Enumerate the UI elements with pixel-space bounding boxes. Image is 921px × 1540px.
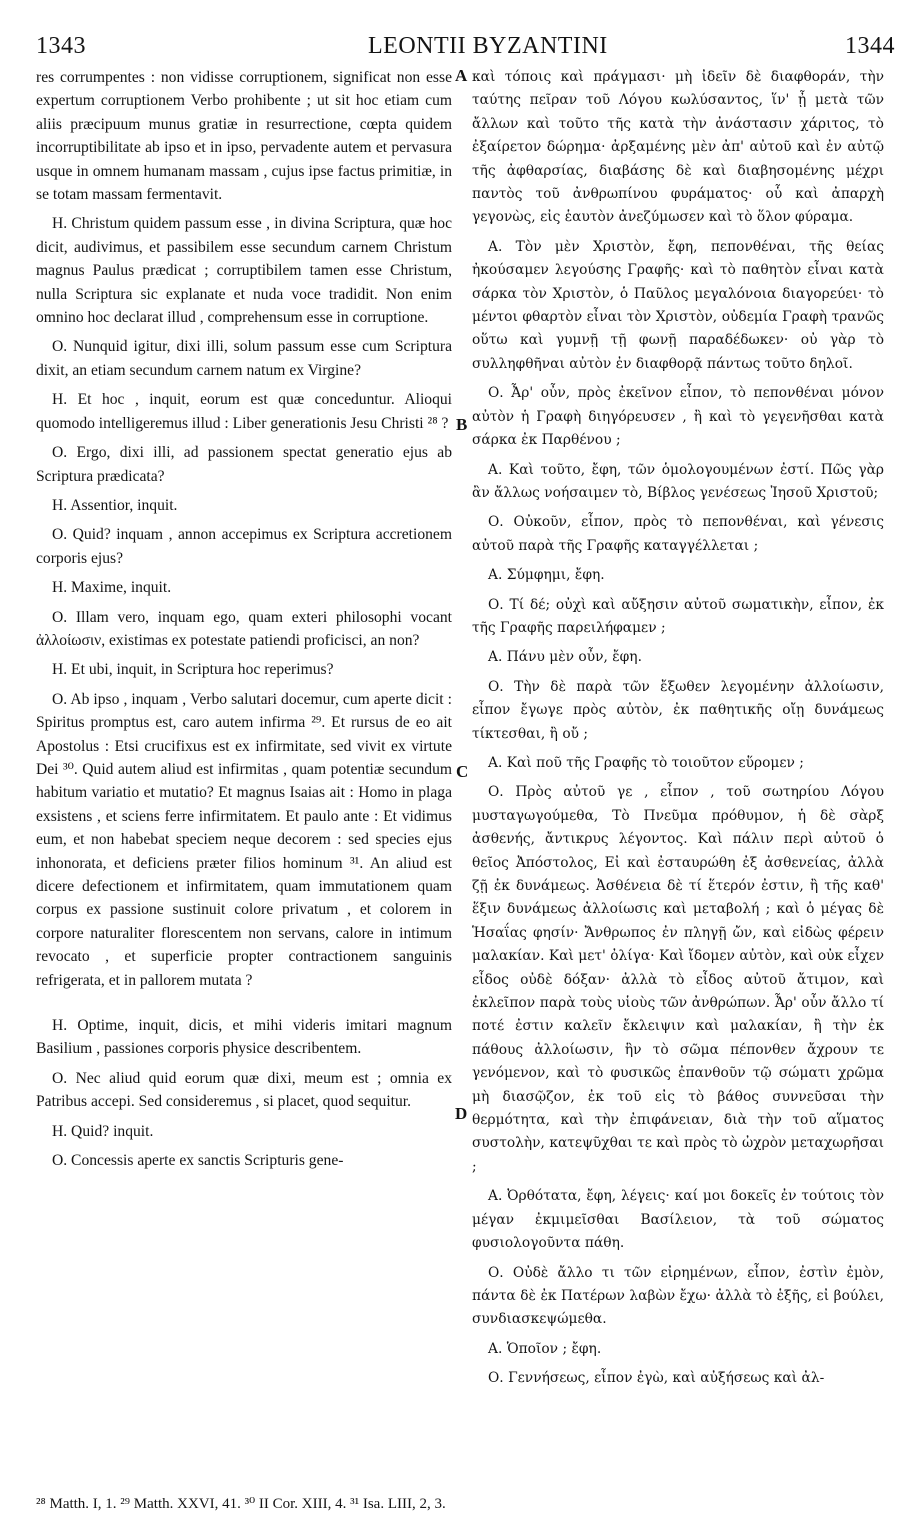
greek-paragraph: Ο. Τὴν δὲ παρὰ τῶν ἔξωθεν λεγομένην ἀλλοίωσιν, εἶπον ἔγωγε πρὸς αὐτὸν, ἐκ παθητικῆς οἴῃ δυνάμεως τίκτεσθαι, ἢ οὔ ; <box>472 678 884 742</box>
greek-paragraph: Ο. Γεννήσεως, εἶπον ἐγὼ, καὶ αὐξήσεως καὶ ἀλ- <box>488 1370 825 1387</box>
latin-paragraph: H. Et ubi, inquit, in Scriptura hoc reperimus? <box>52 661 334 679</box>
section-marker-d: D <box>455 1104 468 1123</box>
greek-paragraph: Ο. Ἆρ' οὖν, πρὸς ἐκεῖνον εἶπον, τὸ πεπονθέναι μόνον αὐτὸν ἡ Γραφὴ διηγόρευσεν , ἢ καὶ τὸ γεγενῆσθαι κατὰ σάρκα ἐκ Παρθένου ; <box>472 385 884 449</box>
latin-column <box>36 66 452 1178</box>
greek-paragraph: Ο. Οὐδὲ ἄλλο τι τῶν εἰρημένων, εἶπον, ἐστὶν ἐμὸν, πάντα δὲ ἐκ Πατέρων λαβὼν ἔχω· ἀλλὰ τὸ ἑξῆς, εἰ βούλει, συνδιασκεψώμεθα. <box>472 1264 884 1328</box>
greek-paragraph: Α. Ὁποῖον ; ἔφη. <box>488 1340 602 1357</box>
latin-paragraph: O. Quid? inquam , annon accepimus ex Scriptura accretionem corporis ejus? <box>36 526 452 567</box>
greek-paragraph: Ο. Οὐκοῦν, εἶπον, πρὸς τὸ πεπονθέναι, καὶ γένεσις αὐτοῦ παρὰ τῆς Γραφῆς καταγγέλλεται ; <box>472 514 884 554</box>
latin-paragraph: O. Nec aliud quid eorum quæ dixi, meum est ; omnia ex Patribus accepi. Sed consideremus , si placet, quod sequitur. <box>36 1069 452 1111</box>
latin-paragraph: O. Ab ipso , inquam , Verbo salutari docemur, cum aperte dicit : Spiritus promptus est, caro autem infirma ²⁹. Et rursus de eo ait Apostolus : Etsi crucifixus est ex infirmitate, sed vivit ex virtute Dei ³⁰. Quid autem aliud est infirmitas , quam potentiæ secundum habitum variatio et mutatio? Et magnus Isaias ait : Homo in plaga exsistens , et sciens ferre infirmitatem. Et paulo ante : Et vidimus eum, et non habebat speciem neque decorem : sed species ejus inhonorata, et deficiens præter filios hominum ³¹. An aliud est dicere defectionem et infirmitatem, quam immutationem quam corpus ex passione sustinuit colore privatum , et colorem in corpore naturaliter florescentem non servans, calore in intimum revocato , et superficie propter contractionem sanguinis refrigerata, et in pallorem mutata ? <box>36 690 452 989</box>
latin-paragraph: H. Et hoc , inquit, eorum est quæ conceduntur. Alioqui quomodo intelligeremus illud : Liber generationis Jesu Christi ²⁸ ? <box>36 391 452 432</box>
latin-paragraph: H. Maxime, inquit. <box>52 579 172 597</box>
greek-paragraph: Ο. Πρὸς αὐτοῦ γε , εἶπον , τοῦ σωτηρίου Λόγου μυσταγωγούμεθα, Τὸ Πνεῦμα πρόθυμον, ἡ δὲ σὰρξ ἀσθενής, ἄντικρυς λέγοντος. Καὶ πάλιν περὶ αὐτοῦ ὁ θεῖος Ἀπόστολος, Εἰ καὶ ἐσταυρώθη ἐξ ἀσθενείας, ἀλλὰ ζῇ ἐκ δυνάμεως. Ἀσθένεια δὲ τί ἕτερόν ἐστιν, ἢ τῆς καθ' ἕξιν δυνάμεως ἀλλοίωσις καὶ μεταβολή ; καὶ ὁ μέγας δὲ Ἡσαΐας φησίν· Ἄνθρωπος ἐν πληγῇ ὤν, καὶ εἰδὼς φέρειν μαλακίαν. Καὶ μετ' ὀλίγα· Καὶ ἴδομεν αὐτὸν, καὶ οὐκ εἶχεν εἶδος οὐδὲ δόξαν· ἀλλὰ τὸ εἶδος αὐτοῦ ἄτιμον, καὶ ἐκλεῖπον παρὰ τοὺς υἱοὺς τῶν ἀνθρώπων. Ἆρ' οὖν ἄλλο τί ποτέ ἐστιν καλεῖν ἔκλειψιν καὶ μαλακίαν, ἢ τὴν ἐκ πάθους ἀλλοίωσιν, ἣν τὸ σῶμα πέπονθεν ἄχρουν τε γενόμενον, καὶ τὸ φυσικῶς ἐπανθοῦν τῷ σώματι χρῶμα μὴ διασῷζον, ἐκ τοῦ εἰς τὸ βάθος συννεῦσαι τὴν θερμότητα, καὶ τὴν ἐπιφάνειαν, διὰ τὴν τοῦ αἵματος συστολὴν, κατεψῦχθαι τε καὶ πρὸς τὸ ὠχρὸν μεταχωρῆσαι ; <box>472 784 885 1175</box>
section-marker-c: C <box>456 762 469 781</box>
latin-paragraph: O. Nunquid igitur, dixi illi, solum passum esse cum Scriptura dixit, an etiam secundum carnem natum ex Virgine? <box>36 338 452 379</box>
greek-paragraph: Α. Καὶ ποῦ τῆς Γραφῆς τὸ τοιοῦτον εὕρομεν ; <box>488 754 804 771</box>
footnotes: ²⁸ Matth. I, 1. ²⁹ Matth. XXVI, 41. ³⁰ II Cor. XIII, 4. ³¹ Isa. LIII, 2, 3. <box>36 1496 446 1512</box>
greek-column <box>472 66 884 1397</box>
latin-paragraph: O. Concessis aperte ex sanctis Scripturis gene- <box>52 1152 344 1170</box>
latin-paragraph: O. Ergo, dixi illi, ad passionem spectat generatio ejus ab Scriptura prædicata? <box>36 444 452 485</box>
latin-paragraph: H. Optime, inquit, dicis, et mihi videris imitari magnum Basilium , passiones corporis physice describentem. <box>36 1017 452 1058</box>
latin-paragraph: res corrumpentes : non vidisse corruptionem, significat non esse expertum corruptionem Verbo prohibente ; ut sit hoc etiam cum aliis præcipuum munus gratiæ in resurrectione, cœpta quidem incorruptibilitate ab ipso et in ipso, pervadente autem et pervasura usque in omnem humanam massam , cujus ipse factus primitiæ, in se totam massam fermentavit. <box>36 69 452 204</box>
greek-paragraph: Ο. Τί δέ; οὐχὶ καὶ αὔξησιν αὐτοῦ σωματικὴν, εἶπον, ἐκ τῆς Γραφῆς παρειλήφαμεν ; <box>472 596 884 636</box>
left-page-number: 1343 <box>36 33 86 59</box>
right-page-number: 1344 <box>845 33 895 59</box>
section-marker-b: B <box>456 415 468 434</box>
latin-paragraph: H. Christum quidem passum esse , in divina Scriptura, quæ hoc dicit, audivimus, et passibilem esse secundum carnem Christum magnus Paulus prædicat ; corruptibilem tamen esse Christum, nulla Scriptura sic explanate et nuda voce tradidit. Non enim omnino hoc declarat illud , comprehensum esse in corruptione. <box>36 215 452 327</box>
section-marker-a: A <box>455 66 468 85</box>
latin-paragraph: H. Quid? inquit. <box>52 1122 154 1140</box>
greek-paragraph: καὶ τόποις καὶ πράγμασι· μὴ ἰδεῖν δὲ διαφθοράν, τὴν ταύτης πεῖραν τοῦ Λόγου κωλύσαντος, ἵν' ᾖ μετὰ τῶν ἄλλων καὶ τοῦτο τῆς κατὰ τὴν ἀνάστασιν χάριτος, τὸ ἐξαίρετον δώρημα· ἀρξαμένης μὲν ἀπ' αὐτοῦ καὶ ἐν αὐτῷ τῆς ἀφθαρσίας, διαβάσης δὲ καὶ διαβησομένης μέχρι παντὸς τοῦ ἀνθρωπίνου φυράματος· οὗ καὶ ἀπαρχὴ γεγονὼς, εἰς ἑαυτὸν ἀνεζύμωσεν καὶ τὸ ὅλον φύραμα. <box>472 69 884 226</box>
greek-paragraph: Α. Τὸν μὲν Χριστὸν, ἔφη, πεπονθέναι, τῆς θείας ἠκούσαμεν λεγούσης Γραφῆς· καὶ τὸ παθητὸν εἶναι κατὰ σάρκα τὸν Χριστὸν, ὁ Παῦλος μεγαλόνοια διαγορεύει· τὸ μέντοι φθαρτὸν εἶναι τὸν Χριστὸν, οὐδεμία Γραφὴ τρανῶς οὕτω καὶ γυμνῇ τῇ φωνῇ παραδέδωκεν· οὐ γὰρ τὸ συλληφθῆναι αὐτὸν ἐν διαφθορᾷ πάντως τοῦτο δηλοῖ. <box>472 238 884 372</box>
greek-paragraph: Α. Καὶ τοῦτο, ἔφη, τῶν ὁμολογουμένων ἐστί. Πῶς γὰρ ἂν ἄλλως νοήσαιμεν τὸ, Βίβλος γενέσεως Ἰησοῦ Χριστοῦ; <box>472 461 884 501</box>
latin-paragraph: O. Illam vero, inquam ego, quam exteri philosophi vocant ἀλλοίωσιν, existimas ex potestate patiendi proficisci, an non? <box>36 608 452 649</box>
greek-paragraph: Α. Ὀρθότατα, ἔφη, λέγεις· καί μοι δοκεῖς ἐν τούτοις τὸν μέγαν ἐκμιμεῖσθαι Βασίλειον, τὰ τοῦ σώματος φυσιολογοῦντα πάθη. <box>472 1188 884 1252</box>
greek-paragraph: Α. Πάνυ μὲν οὖν, ἔφη. <box>488 649 642 666</box>
latin-paragraph: H. Assentior, inquit. <box>52 496 178 514</box>
greek-paragraph: Α. Σύμφημι, ἔφη. <box>488 567 605 584</box>
running-title: LEONTII BYZANTINI <box>368 33 608 59</box>
